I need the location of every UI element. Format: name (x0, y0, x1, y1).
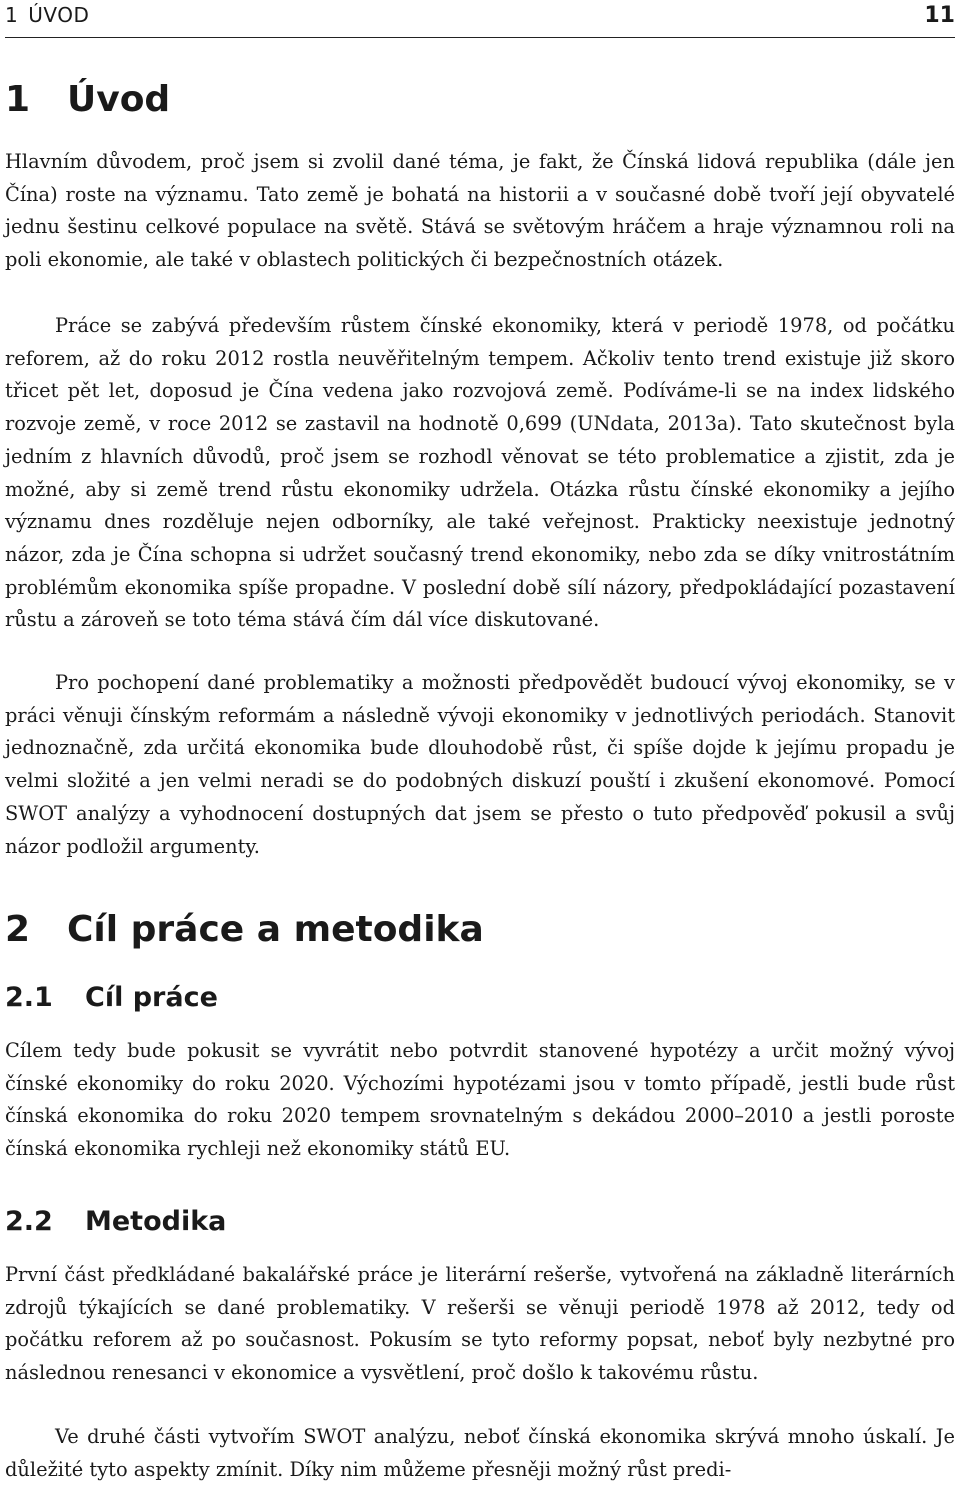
paragraph: Ve druhé části vytvořím SWOT analýzu, neboť čínská ekonomika skrývá mnoho úskalí. Je důležité tyto aspekty zmínit. Díky nim můžeme přesněji možný růst predi- (5, 1425, 955, 1481)
subsection-number: 2.1 (5, 982, 53, 1013)
section-number: 2 (5, 909, 31, 950)
subsection-number: 2.2 (5, 1206, 53, 1237)
paragraph: Práce se zabývá především růstem čínské ekonomiky, která v periodě 1978, od počátku reforem, až do roku 2012 rostla neuvěřitelným tempem. Ačkoliv tento trend existuje již skoro třicet pět let, doposud je Čína vedena jako rozvojová země. Podíváme-li se na index lidského rozvoje země, v roce 2012 se zastavil na hodnotě 0,699 (UNdata, 2013a). Tato skutečnost byla jedním z hlavních důvodů, proč jsem se rozhodl věnovat se této problematice a zjistit, zda je možné, aby si země trend růstu ekonomiky udržela. Otázka růstu čínské ekonomiky a jejího významu dnes rozděluje nejen odborníky, ale také veřejnost. Prakticky neexistuje jednotný názor, zda je Čína schopna si udržet současný trend ekonomiky, nebo zda se díky vnitrostátním problémům ekonomika spíše propadne. V poslední době sílí názory, předpokládající pozastavení růstu a zároveň se toto téma stává čím dál více diskutované. (5, 314, 955, 632)
header-chapter-title: ÚVOD (28, 3, 90, 27)
section-heading-2 (5, 910, 484, 950)
page-number: 11 (924, 3, 955, 28)
section-title: Cíl práce a metodika (67, 909, 484, 950)
header-chapter (5, 3, 89, 27)
subsection-title: Cíl práce (85, 982, 218, 1013)
paragraph: První část předkládané bakalářské práce je literární rešerše, vytvořená na základně literárních zdrojů týkajících se dané problematiky. V rešerši se věnuji periodě 1978 až 2012, tedy od počátku reforem až po současnost. Pokusím se tyto reformy popsat, neboť byly nezbytné pro následnou renesanci v ekonomice a vysvětlení, proč došlo k takovému růstu. (5, 1263, 955, 1385)
header-chapter-number: 1 (5, 3, 19, 27)
section-heading-1 (5, 80, 170, 120)
paragraph: Pro pochopení dané problematiky a možnosti předpovědět budoucí vývoj ekonomiky, se v práci věnuji čínským reformám a následně vývoji ekonomiky v jednotlivých periodách. Stanovit jednoznačně, zda určitá ekonomika bude dlouhodobě růst, či spíše dojde k jejímu propadu je velmi složité a jen velmi neradi se do podobných diskuzí pouští i zkušení ekonomové. Pomocí SWOT analýzy a vyhodnocení dostupných dat jsem se přesto o tuto předpověď pokusil a svůj názor podložil argumenty. (5, 671, 955, 858)
subsection-title: Metodika (85, 1206, 227, 1237)
paragraph: Hlavním důvodem, proč jsem si zvolil dané téma, je fakt, že Čínská lidová republika (dále jen Čína) roste na významu. Tato země je bohatá na historii a v současné době tvoří její obyvatelé jednu šestinu celkové populace na světě. Stává se světovým hráčem a hraje významnou roli na poli ekonomie, ale také v oblastech politických či bezpečnostních otázek. (5, 150, 955, 272)
subsection-heading-2-2 (5, 1206, 226, 1238)
running-header (5, 3, 955, 33)
section-number: 1 (5, 79, 31, 120)
section-title: Úvod (67, 79, 171, 120)
subsection-heading-2-1 (5, 982, 218, 1014)
paragraph: Cílem tedy bude pokusit se vyvrátit nebo potvrdit stanovené hypotézy a určit možný vývoj čínské ekonomiky do roku 2020. Výchozími hypotézami jsou v tomto případě, jestli bude růst čínská ekonomika do roku 2020 tempem srovnatelným s dekádou 2000–2010 a jestli poroste čínská ekonomika rychleji než ekonomiky států EU. (5, 1039, 955, 1161)
header-rule (5, 37, 955, 38)
